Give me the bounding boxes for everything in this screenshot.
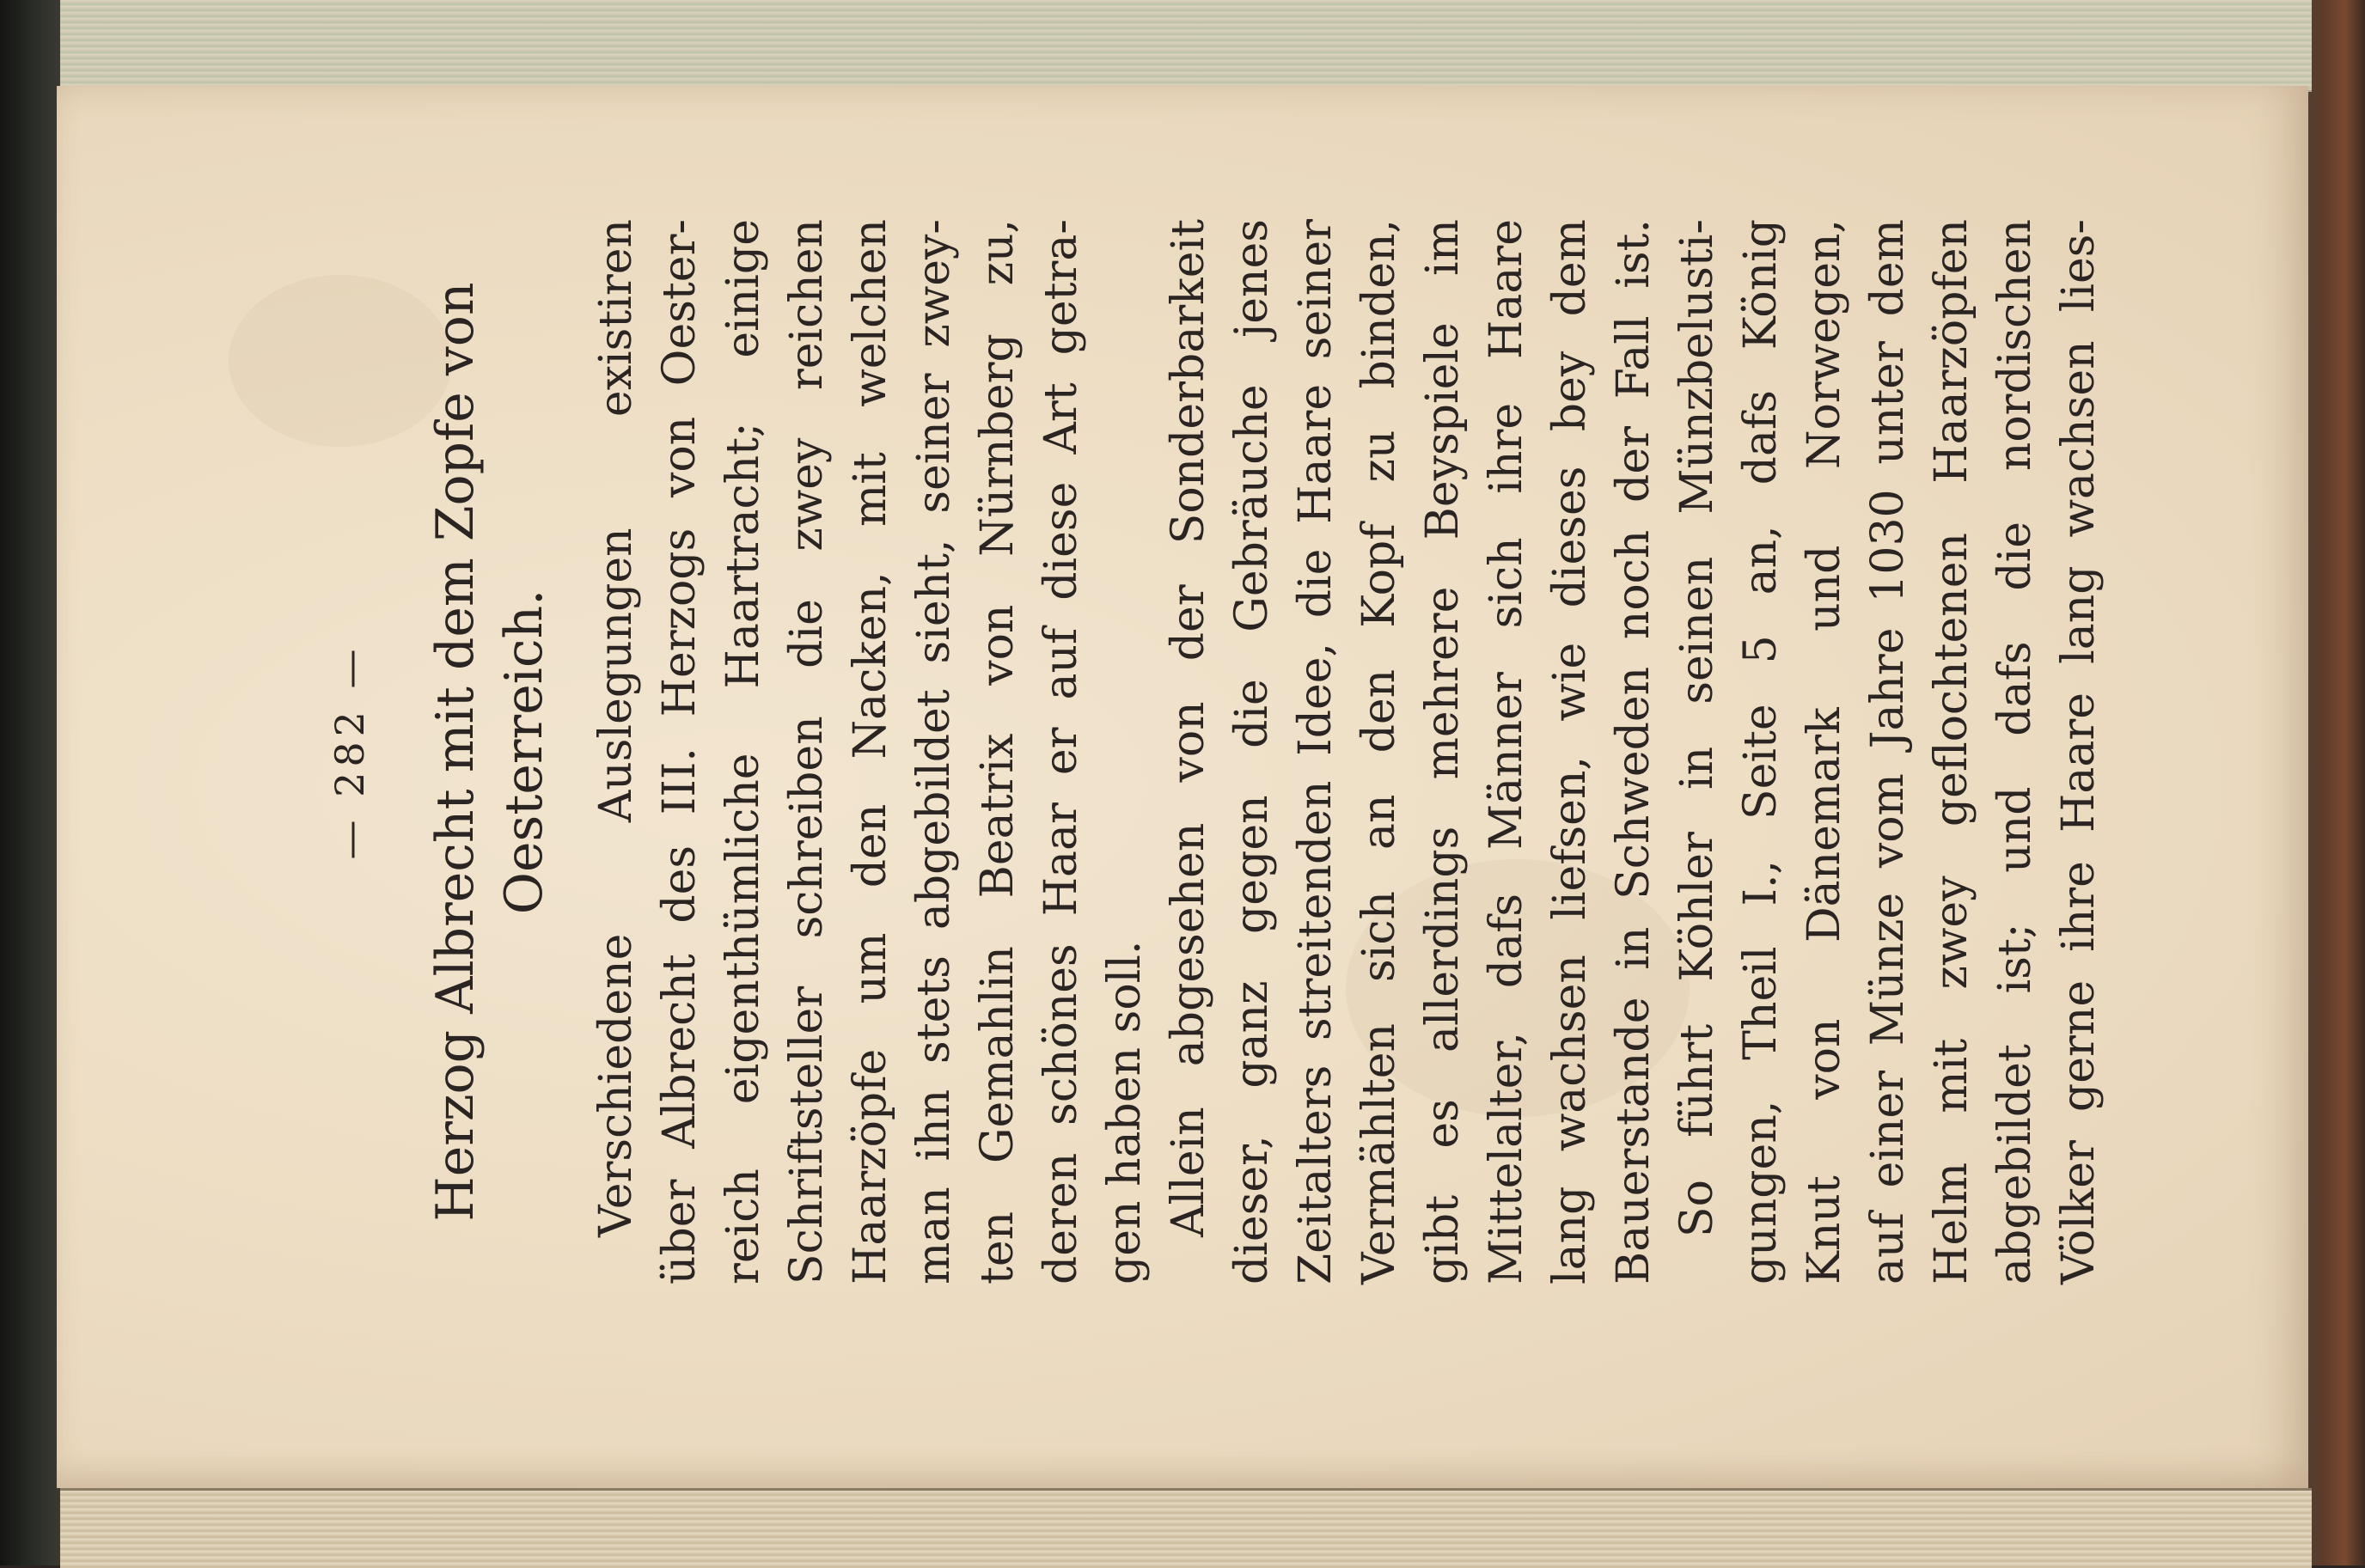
- page-number: — 282 —: [327, 644, 373, 860]
- text-line: abgebildet ist; und dafs die nordischen: [1989, 219, 2041, 1284]
- text-line: gungen, Theil I., Seite 5 an, dafs König: [1735, 219, 1787, 1284]
- page-edges-top: [60, 0, 2312, 92]
- facing-page-edge: [60, 1488, 2312, 1568]
- text-line: Vermählten sich an den Kopf zu binden,: [1354, 219, 1405, 1284]
- text-line: Bauerstande in Schweden noch der Fall ist.: [1608, 219, 1659, 1284]
- chapter-title: [421, 202, 559, 1302]
- book-cover-left: [0, 0, 60, 1565]
- text-line: Zeitalters streitenden Idee, die Haare seiner: [1290, 219, 1341, 1284]
- text-line: Allein abgesehen von der Sonderbarkeit: [1163, 219, 1214, 1237]
- text-line: Helm mit zwey geflochtenen Haarzöpfen: [1926, 219, 1977, 1284]
- text-line: Verschiedene Auslegungen existiren: [590, 219, 642, 1237]
- paragraph: [584, 219, 1157, 1284]
- text-line: dieser, ganz gegen die Gebräuche jenes: [1226, 219, 1278, 1284]
- text-line: reich eigenthümliche Haartracht; einige: [718, 219, 769, 1284]
- text-line: über Albrecht des III. Herzogs von Oester-: [654, 219, 706, 1284]
- text-line: Schriftsteller schreiben die zwey reichen: [781, 219, 833, 1284]
- text-line: auf einer Münze vom Jahre 1030 unter dem: [1862, 219, 1914, 1284]
- paragraph: [1665, 219, 2111, 1284]
- text-line: gen haben soll.: [1099, 940, 1151, 1284]
- chapter-title-line: Herzog Albrecht mit dem Zopfe von: [425, 282, 486, 1222]
- text-line: lang wachsen liefsen, wie dieses bey dem: [1544, 219, 1596, 1284]
- text-line: So führt Köhler in seinen Münzbelusti-: [1671, 219, 1723, 1237]
- text-line: deren schönes Haar er auf diese Art getra-: [1036, 219, 1087, 1284]
- chapter-title-line: Oesterreich.: [494, 589, 554, 915]
- text-line: Knut von Dänemark und Norwegen,: [1799, 219, 1850, 1284]
- text-line: ten Gemahlin Beatrix von Nürnberg zu,: [972, 219, 1024, 1284]
- rotated-text-block: [327, 202, 2105, 1302]
- text-line: Völker gerne ihre Haare lang wachsen lies-: [2053, 219, 2105, 1284]
- body-text: [584, 219, 2111, 1284]
- text-line: Mittelalter, dafs Männer sich ihre Haare: [1481, 219, 1532, 1284]
- text-line: Haarzöpfe um den Nacken, mit welchen: [845, 219, 896, 1284]
- paragraph: [1157, 219, 1665, 1284]
- text-line: gibt es allerdings mehrere Beyspiele im: [1417, 219, 1469, 1284]
- text-line: man ihn stets abgebildet sieht, seiner zwey-: [908, 219, 960, 1284]
